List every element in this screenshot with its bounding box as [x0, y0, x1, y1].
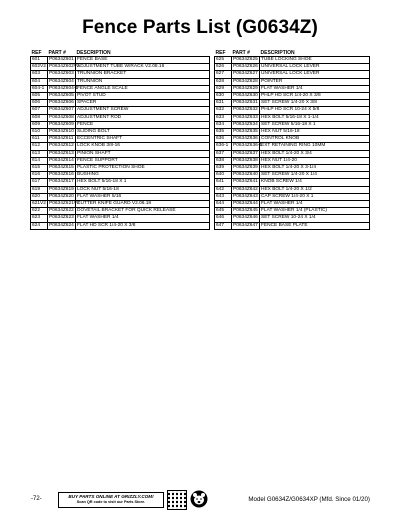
table-row [31, 114, 210, 121]
part-number-cell: P0634Z617 [49, 179, 74, 185]
ref-cell: 621V2 [32, 201, 46, 207]
part-number-cell: P0634Z631 [233, 100, 258, 106]
parts-tables [30, 50, 370, 230]
part-number-cell: P0634Z604 [49, 78, 74, 84]
ref-cell: 604-1 [31, 85, 48, 92]
description-cell: ADJUSTMENT ROD [76, 114, 210, 121]
ref-cell: 634 [215, 121, 232, 128]
page-title: Fence Parts List (G0634Z) [82, 17, 318, 38]
description-cell: BUSHING [76, 172, 210, 179]
ref-cell: 610 [31, 129, 48, 136]
part-number-cell: P0634Z636-1 [233, 143, 263, 149]
table-row [215, 157, 370, 164]
description-cell: FENCE SUPPORT [76, 157, 210, 164]
ref-cell: 631 [215, 100, 232, 107]
part-number-cell: P0634Z628 [233, 78, 258, 84]
ref-cell: 607 [31, 107, 48, 114]
part-number-cell: P0634Z614 [49, 157, 74, 163]
description-cell: LOCK NUT 5/16-18 [76, 186, 210, 193]
description-cell: ECCENTRIC SHAFT [76, 136, 210, 143]
table-row [31, 222, 210, 229]
table-row [31, 64, 210, 71]
ref-cell: 639 [215, 165, 232, 172]
table-row [215, 71, 370, 78]
part-number-cell: P0634Z642 [233, 186, 258, 192]
ref-cell: 629 [215, 85, 232, 92]
description-cell: PLASTIC PROTECTION SHOE [76, 165, 210, 172]
ref-cell: 625 [215, 57, 232, 64]
table-row [215, 172, 370, 179]
part-number-cell: P0634Z639 [233, 165, 258, 171]
page-number: -72- [31, 496, 42, 502]
description-cell: HEX NUT 5/16-18 [260, 129, 370, 136]
ref-cell: 640 [215, 172, 232, 179]
ref-cell: 638 [215, 157, 232, 164]
part-number-cell: P0634Z625 [233, 57, 258, 62]
table-row [215, 100, 370, 107]
ref-cell: 609 [31, 121, 48, 128]
ref-cell: 603 [31, 71, 48, 78]
promo-subtext: Scan QR code to visit our Parts Store. [76, 500, 146, 504]
table-row [31, 129, 210, 136]
ref-cell: 616 [31, 172, 48, 179]
table-row [31, 179, 210, 186]
part-number-cell: P0634Z638 [233, 157, 258, 163]
part-number-cell: P0634Z612 [49, 143, 74, 149]
part-number-cell: P0634Z613 [49, 150, 74, 156]
part-number-cell: P0634Z633 [233, 114, 258, 120]
description-cell: PHLP HD SCR 1/4-20 X 3/8 [260, 93, 370, 100]
description-header: DESCRIPTION [260, 50, 295, 56]
table-row [215, 222, 370, 229]
description-cell: HEX NUT 1/4-20 [260, 157, 370, 164]
ref-cell: 641 [215, 179, 232, 186]
ref-cell: 645 [215, 208, 232, 215]
parts-table-right [214, 50, 370, 230]
description-cell: CUTTER KNIFE GUARD V2.06.18 [76, 201, 210, 208]
ref-cell: 624 [31, 222, 48, 229]
description-cell: KNOB SCREW 1/4 [260, 179, 370, 186]
table-row [215, 193, 370, 200]
parts-table-right-body [215, 57, 370, 230]
ref-cell: 602V2 [32, 64, 46, 70]
description-cell: FLAT WASHER 5/16 [76, 193, 210, 200]
table-row [215, 107, 370, 114]
description-cell: FENCE [76, 121, 210, 128]
table-row [31, 93, 210, 100]
ref-cell: 635 [215, 129, 232, 136]
table-row [31, 193, 210, 200]
table-row [215, 85, 370, 92]
parts-table-left [30, 50, 210, 230]
part-number-cell: P0634Z635 [233, 129, 258, 135]
ref-cell: 613 [31, 150, 48, 157]
part-number-cell: P0634Z607 [49, 107, 74, 113]
table-row [31, 157, 210, 164]
table-row [215, 186, 370, 193]
description-cell: FLAT HD SCR 1/4-20 X 3/8 [76, 222, 210, 229]
table-row [215, 179, 370, 186]
part-number-cell: P0634Z608 [49, 114, 74, 120]
description-cell: FLAT WASHER 1/4 (PLASTIC) [260, 208, 370, 215]
ref-cell: 615 [31, 165, 48, 172]
ref-cell: 637 [215, 150, 232, 157]
parts-table-left-body [31, 57, 210, 230]
ref-cell: 630 [215, 93, 232, 100]
table-row [31, 165, 210, 172]
description-cell: PHLP HD SCR 10-24 X 5/8 [260, 107, 370, 114]
description-cell: LOCK KNOB 3/8-16 [76, 143, 210, 150]
description-cell: SET SCREW 5/16-18 X 1 [260, 121, 370, 128]
part-header: PART # [232, 50, 250, 56]
part-number-cell: P0634Z605 [49, 93, 74, 99]
part-number-cell: P0634Z644 [233, 201, 258, 207]
grizzly-bear-logo-icon [190, 490, 208, 508]
description-cell: UNIVERSAL LOCK LEVER [260, 71, 370, 78]
table-row [215, 150, 370, 157]
table-row [215, 201, 370, 208]
ref-cell: 622 [31, 208, 48, 215]
ref-cell: 628 [215, 78, 232, 85]
description-cell: FENCE BASE [76, 57, 210, 64]
table-row [31, 85, 210, 92]
page-footer [0, 488, 400, 510]
ref-cell: 643 [215, 193, 232, 200]
table-row [215, 57, 370, 64]
description-cell: TRUNNION [76, 78, 210, 85]
description-cell: HEX BOLT 1/4-20 X 3/4 [260, 150, 370, 157]
ref-cell: 608 [31, 114, 48, 121]
description-cell: SLIDING BOLT [76, 129, 210, 136]
part-number-cell: P0634Z606 [49, 100, 74, 106]
part-number-cell: P0634Z619 [49, 186, 74, 192]
parts-promo-box[interactable] [58, 492, 164, 508]
part-number-cell: P0634Z609 [49, 121, 74, 127]
table-row [215, 64, 370, 71]
ref-cell: 623 [31, 215, 48, 222]
table-row [31, 150, 210, 157]
part-number-cell: P0634Z632 [233, 107, 258, 113]
table-row [215, 165, 370, 172]
table-row [31, 107, 210, 114]
table-row [31, 143, 210, 150]
description-cell: HEX BOLT 5/16-18 X 1-1/4 [260, 114, 370, 121]
ref-cell: 626 [215, 64, 232, 71]
ref-cell: 633 [215, 114, 232, 121]
table-row [31, 201, 210, 208]
part-number-cell: P0634Z621V2 [49, 201, 80, 207]
part-number-cell: P0634Z622 [49, 208, 74, 214]
part-number-cell: P0634Z601 [49, 57, 74, 62]
part-number-cell: P0634Z637 [233, 150, 258, 156]
part-number-cell: P0634Z629 [233, 85, 258, 91]
table-row [31, 121, 210, 128]
part-number-cell: P0634Z640 [233, 172, 258, 178]
table-row [31, 78, 210, 85]
description-cell: TRUNNION BRACKET [76, 71, 210, 78]
description-cell: HEX BOLT 1/4-20 X 3-1/4 [260, 165, 370, 172]
table-row [215, 136, 370, 143]
part-number-cell: P0634Z611 [48, 136, 76, 143]
description-cell: SPACER [76, 100, 210, 107]
ref-cell: 620 [31, 193, 48, 200]
ref-cell: 619 [31, 186, 48, 193]
part-number-cell: P0634Z627 [233, 71, 258, 77]
description-cell: FLAT WASHER 1/4 [260, 201, 370, 208]
description-cell: SET SCREW 10-24 X 1/4 [260, 215, 370, 222]
description-cell: POINTER [260, 78, 370, 85]
table-row [215, 208, 370, 215]
part-number-cell: P0634Z616 [49, 172, 74, 178]
part-number-cell: P0634Z602V2 [49, 64, 80, 70]
description-cell: ADJUSTMENT SCREW [76, 107, 210, 114]
description-cell: ADJUSTMENT TUBE W/RACK V2.08.16 [76, 64, 210, 71]
table-row [31, 186, 210, 193]
part-number-cell: P0634Z634 [233, 121, 258, 127]
part-number-cell: P0634Z615 [49, 165, 74, 171]
description-cell: FENCE BASE PLATE [260, 222, 370, 229]
table-row [215, 121, 370, 128]
model-info: Model G0634Z/G0634XP (Mfd. Since 01/20) [248, 496, 370, 503]
table-row [31, 100, 210, 107]
part-number-cell: P0634Z646 [233, 215, 258, 221]
qr-code-icon[interactable] [167, 490, 187, 510]
description-cell: FLAT WASHER 1/4 [76, 215, 210, 222]
description-cell: EXT RETAINING RING 10MM [260, 143, 370, 150]
ref-cell: 614 [31, 157, 48, 164]
part-number-cell: P0634Z604-1 [49, 85, 79, 91]
ref-cell: 617 [31, 179, 48, 186]
description-cell: CONTROL KNOB [260, 136, 370, 143]
table-row [31, 215, 210, 222]
ref-cell: 644 [215, 201, 232, 208]
ref-header: REF [31, 50, 42, 56]
table-row [215, 143, 370, 150]
part-number-cell: P0634Z636 [233, 136, 258, 142]
table-row [31, 136, 210, 143]
ref-cell: 612 [31, 143, 48, 150]
description-cell: SET SCREW 1/4-20 X 3/8 [260, 100, 370, 107]
part-number-cell: P0634Z630 [233, 93, 258, 99]
description-cell: PIVOT STUD [76, 93, 210, 100]
ref-cell: 632 [215, 107, 232, 114]
description-cell: DOVETAIL BRACKET FOR QUICK RELEASE [76, 208, 210, 215]
ref-cell: 604 [31, 78, 48, 85]
part-number-cell: P0634Z647 [233, 222, 258, 228]
description-cell: PINION SHAFT [76, 150, 210, 157]
part-number-cell: P0634Z645 [233, 208, 258, 214]
description-cell: SET SCREW 1/4-20 X 1/4 [260, 172, 370, 179]
description-cell: HEX BOLT 5/16-18 X 1 [76, 179, 210, 186]
description-header: DESCRIPTION [76, 50, 111, 56]
ref-header: REF [215, 50, 226, 56]
part-number-cell: P0634Z626 [233, 64, 258, 70]
table-row [215, 78, 370, 85]
ref-cell: 605 [31, 93, 48, 100]
description-cell: FENCE ANGLE SCALE [76, 85, 210, 92]
promo-headline: BUY PARTS ONLINE AT GRIZZLY.COM! [68, 494, 154, 499]
description-cell: HEX BOLT 1/4-20 X 1/2 [260, 186, 370, 193]
ref-cell: 646 [215, 215, 232, 222]
table-row [215, 114, 370, 121]
table-row [215, 93, 370, 100]
ref-cell: 627 [215, 71, 232, 78]
ref-cell: 606 [31, 100, 48, 107]
part-number-cell: P0634Z643 [233, 193, 258, 199]
description-cell: CAP SCREW 1/4-20 X 1 [260, 193, 370, 200]
part-number-cell: P0634Z620 [49, 193, 74, 199]
part-header: PART # [48, 50, 66, 56]
part-number-cell: P0634Z610 [49, 129, 74, 135]
part-number-cell: P0634Z623 [49, 215, 74, 221]
table-row [215, 215, 370, 222]
ref-cell: 636-1 [215, 143, 232, 150]
description-cell: FLAT WASHER 1/4 [260, 85, 370, 92]
description-cell: TUBE LOCKING SHOE [260, 57, 370, 64]
table-row [215, 129, 370, 136]
table-row [31, 208, 210, 215]
ref-cell: 642 [215, 186, 232, 193]
table-row [31, 172, 210, 179]
part-number-cell: P0634Z603 [49, 71, 74, 77]
table-row [31, 57, 210, 64]
description-cell: UNIVERSAL LOCK LEVER [260, 64, 370, 71]
part-number-cell: P0634Z641 [233, 179, 258, 185]
ref-cell: 647 [215, 222, 232, 229]
table-row [31, 71, 210, 78]
part-number-cell: P0634Z624 [49, 222, 74, 228]
ref-cell: 601 [31, 57, 48, 64]
ref-cell: 611 [31, 136, 48, 143]
ref-cell: 636 [215, 136, 232, 143]
